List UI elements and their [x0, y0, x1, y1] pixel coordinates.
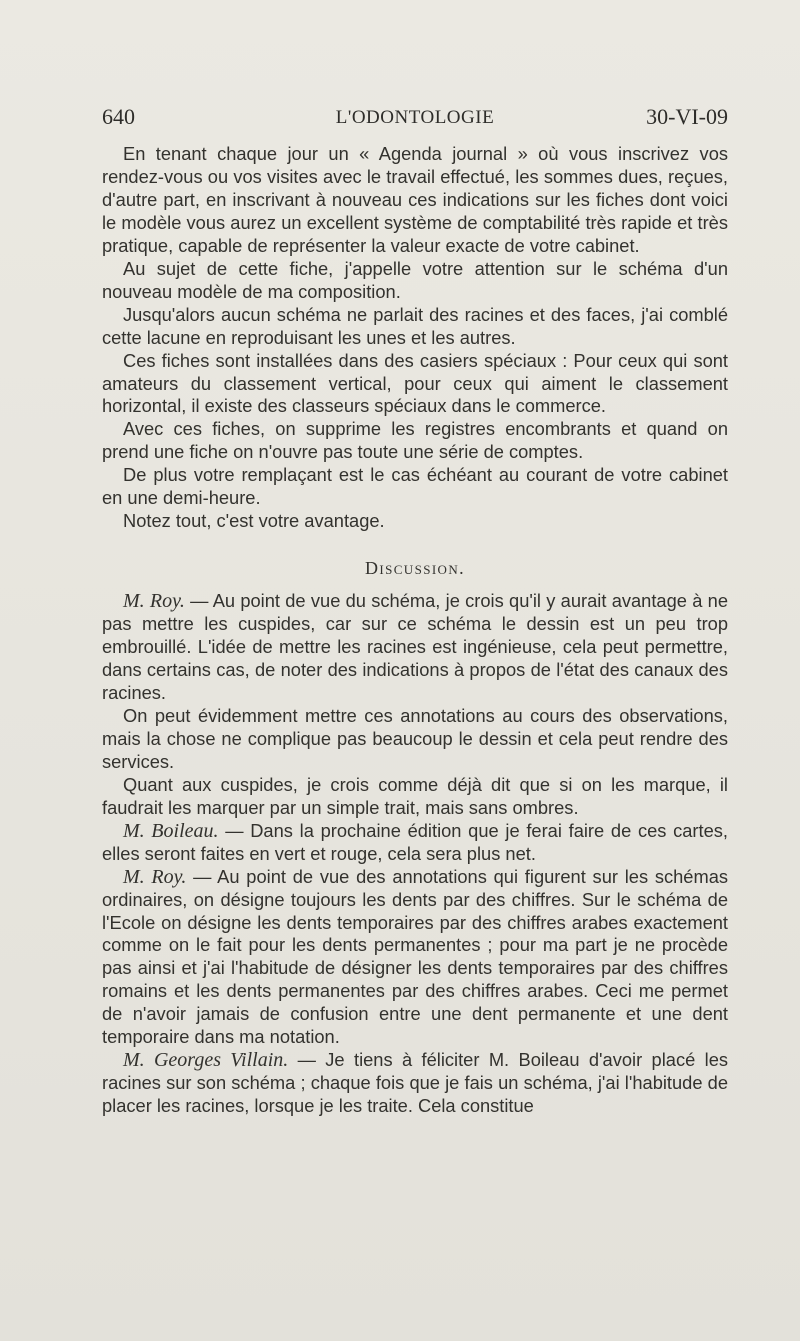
discussion-paragraph: [102, 590, 728, 705]
paragraph-casiers: Ces fiches sont installées dans des casiers spéciaux : Pour ceux qui sont amateurs du classement vertical, pour ceux qui aiment le classement horizontal, il existe des classeurs spéciaux dans le commerce.: [102, 349, 728, 417]
paragraph-remplacant: De plus votre remplaçant est le cas échéant au courant de votre cabinet en une demi-heure.: [102, 464, 728, 509]
paragraph-agenda: En tenant chaque jour un « Agenda journal » où vous inscrivez vos rendez-vous ou vos visites avec le travail effectué, les sommes dues, reçues, d'autre part, en inscrivant à nouveau ces indications sur les fiches dont voici le modèle vous aurez un excellent système de comptabilité très rapide et très pratique, capable de représenter la valeur exacte de votre cabinet.: [102, 143, 728, 256]
discussion-text: — Je tiens à féliciter M. Boileau d'avoir placé les racines sur son schéma ; chaque fois que je fais un schéma, j'ai l'habitude de placer les racines, lorsque je les traite. Cela constitue: [102, 1049, 728, 1117]
discussion-paragraph: [102, 705, 728, 774]
speaker-name: M. Boileau.: [123, 819, 219, 842]
discussion-text: — Dans la prochaine édition que je ferai faire de ces cartes, elles seront faites en vert et rouge, cela sera plus net.: [102, 819, 728, 864]
paragraph-notez: Notez tout, c'est votre avantage.: [123, 510, 385, 532]
paragraph-fiche: Au sujet de cette fiche, j'appelle votre attention sur le schéma d'un nouveau modèle de ma composition.: [102, 257, 728, 302]
discussion-text: Quant aux cuspides, je crois comme déjà dit que si on les marque, il faudrait les marquer par un simple trait, mais sans ombres.: [102, 773, 728, 818]
discussion-paragraph: [102, 820, 728, 866]
running-header: [102, 104, 728, 134]
discussion-text: On peut évidemment mettre ces annotations au cours des observations, mais la chose ne complique pas beaucoup le dessin et cela peut rendre des services.: [102, 704, 728, 772]
article-body: [102, 143, 728, 1118]
issue-date: 30-VI-09: [646, 104, 728, 129]
discussion-paragraph: [102, 1049, 728, 1118]
discussion-paragraph: [102, 866, 728, 1050]
discussion-text: — Au point de vue du schéma, je crois qu'il y aurait avantage à ne pas mettre les cuspides, car sur ce schéma le dessin est un peu trop embrouillé. L'idée de mettre les racines est ingénieuse, cela peut permettre, dans certains cas, de noter des indications à propos de l'état des canaux des racines.: [102, 590, 728, 703]
paragraph-racines: Jusqu'alors aucun schéma ne parlait des racines et des faces, j'ai comblé cette lacune en reproduisant les unes et les autres.: [102, 303, 728, 348]
page-number: 640: [102, 104, 135, 129]
discussion-text: — Au point de vue des annotations qui figurent sur les schémas ordinaires, on désigne toujours les dents par des chiffres. Sur le schéma de l'Ecole on désigne les dents temporaires par des chiffres arabes exactement comme on le fait pour les dents permanentes ; pour ma part je ne procède pas ainsi et j'ai l'habitude de désigner les dents temporaires par des chiffres romains et les dents permanentes par des chiffres arabes. Ceci me permet de n'avoir jamais de confusion entre une dent permanente et une dent temporaire dans ma notation.: [102, 865, 729, 1048]
speaker-name: M. Roy.: [123, 590, 185, 613]
paragraph-registres: Avec ces fiches, on supprime les registres encombrants et quand on prend une fiche on n'ouvre pas toute une série de comptes.: [102, 418, 728, 463]
journal-title: L'ODONTOLOGIE: [335, 107, 495, 128]
discussion-paragraph: [102, 774, 728, 820]
speaker-name: M. Georges Villain.: [123, 1049, 289, 1072]
speaker-name: M. Roy.: [123, 865, 187, 888]
section-heading: Discussion.: [364, 558, 466, 579]
